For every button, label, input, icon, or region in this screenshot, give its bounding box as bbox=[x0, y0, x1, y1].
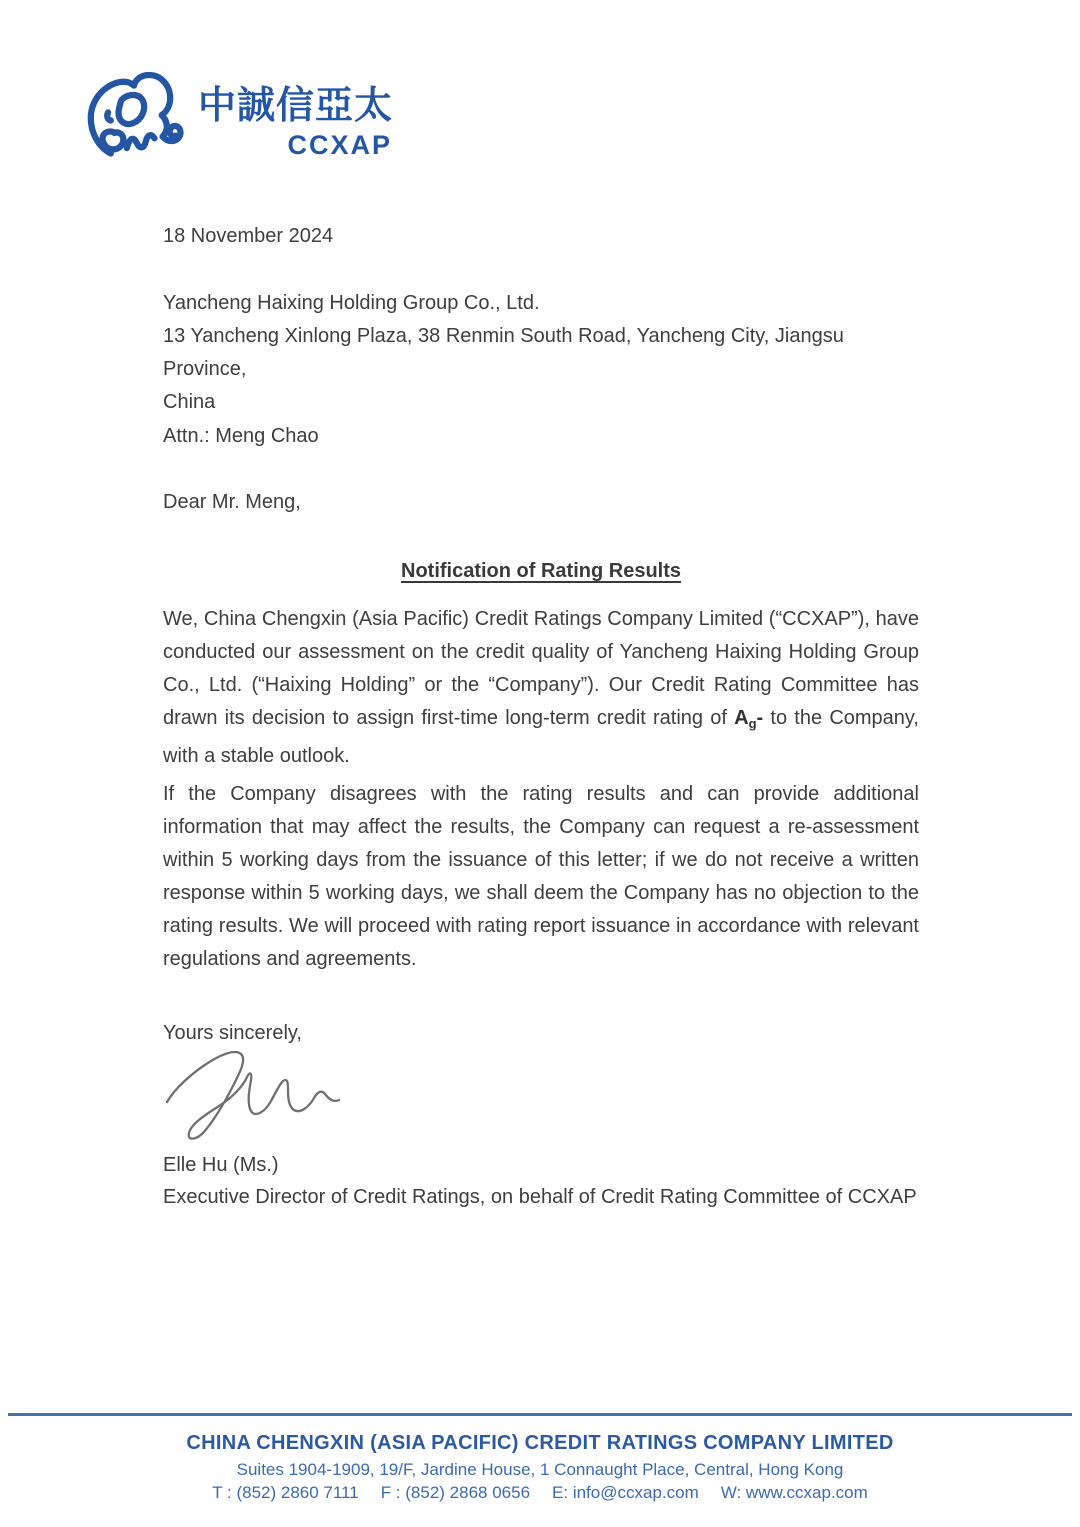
closing-line: Yours sincerely, bbox=[163, 1022, 302, 1044]
signer-name: Elle Hu (Ms.) bbox=[163, 1154, 279, 1176]
footer-divider bbox=[8, 1413, 1072, 1416]
brand-acronym: CCXAP bbox=[287, 129, 392, 160]
paragraph-rating-decision bbox=[163, 603, 919, 773]
footer-address: Suites 1904-1909, 19/F, Jardine House, 1 Connaught Place, Central, Hong Kong bbox=[236, 1460, 844, 1479]
brand-chinese-name: 中誠信亞太 bbox=[198, 85, 394, 127]
signer-title: Executive Director of Credit Ratings, on behalf of Credit Rating Committee of CCXAP bbox=[163, 1186, 917, 1208]
footer-fax: F : (852) 2868 0656 bbox=[380, 1483, 531, 1502]
rating-subscript: g bbox=[748, 716, 757, 731]
recipient-company: Yancheng Haixing Holding Group Co., Ltd. bbox=[163, 292, 540, 314]
footer-email: E: info@ccxap.com bbox=[552, 1483, 699, 1502]
footer-company-name: CHINA CHENGXIN (ASIA PACIFIC) CREDIT RATINGS COMPANY LIMITED bbox=[186, 1432, 894, 1454]
salutation: Dear Mr. Meng, bbox=[163, 491, 301, 513]
paragraph-reassessment-terms: If the Company disagrees with the rating results and can provide additional information that may affect the results, the Company can request a re-assessment within 5 working days from the issuance of this letter; if we do not receive a written response within 5 working days, we shall deem the Company has no objection to the rating results. We will proceed with rating report issuance in accordance with relevant regulations and agreements. bbox=[163, 783, 919, 970]
recipient-address-block bbox=[163, 287, 919, 419]
credit-rating-value: $A_g-$ bbox=[734, 707, 764, 731]
brand-text bbox=[198, 86, 392, 161]
paragraph1-text-end: to the Company, with a stable outlook. bbox=[163, 707, 919, 767]
recipient-address-line2: China bbox=[163, 391, 216, 413]
signature bbox=[159, 1046, 389, 1141]
footer-website: W: www.ccxap.com bbox=[720, 1483, 868, 1502]
footer-phone: T : (852) 2860 7111 bbox=[212, 1483, 359, 1502]
paragraph1-text-start: We, China Chengxin (Asia Pacific) Credit Ratings Company Limited (“CCXAP”), have conducted our assessment on the credit quality of Yancheng Haixing Holding Group Co., Ltd. (“Haixing Holding” or the “Company”). Our Credit Rating Committee has drawn its decision to assign first-time long-term credit rating of bbox=[163, 608, 919, 729]
ccxap-elephant-logo-icon bbox=[80, 66, 188, 166]
recipient-address-line1: 13 Yancheng Xinlong Plaza, 38 Renmin South Road, Yancheng City, Jiangsu Province, bbox=[163, 325, 844, 380]
letter-date: 18 November 2024 bbox=[163, 225, 334, 247]
footer-contact-line bbox=[0, 1483, 1080, 1503]
attn-line: Attn.: Meng Chao bbox=[163, 425, 319, 447]
subject-title: Notification of Rating Results bbox=[401, 560, 681, 582]
